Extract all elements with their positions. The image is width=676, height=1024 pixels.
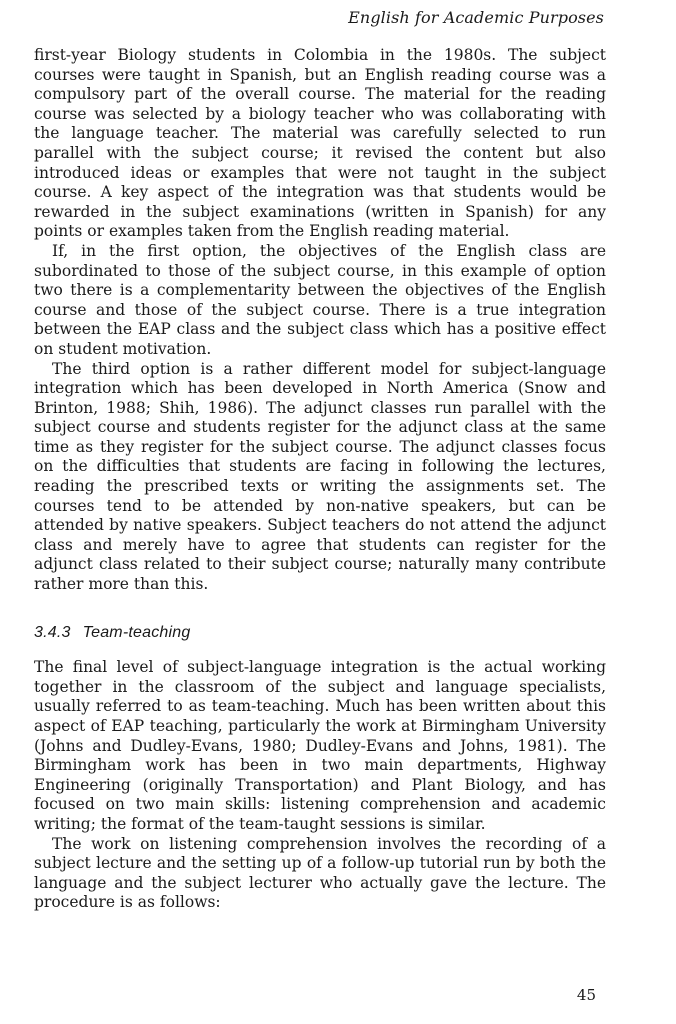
section-number: 3.4.3 [34,623,71,641]
paragraph: The final level of subject-language integration is the actual working together in the classroom of the subject and language specialists, usually referred to as team-teaching. Much has been written about this aspect of EAP teaching, particularly the work at Birmingham University (Johns and Dudley-Evans, 1980; Dudley-Evans and Johns, 1981). The Birmingham work has been in two main departments, Highway Engineering (originally Transportation) and Plant Biology, and has focused on two main skills: listening comprehension and academic writing; the format of the team-taught sessions is similar. [34,658,606,833]
body-text [34,46,606,913]
paragraph: If, in the first option, the objectives of the English class are subordinated to those of the subject course, in this example of option two there is a complementarity between the objectives of the English course and those of the subject course. There is a true integration between the EAP class and the subject class which has a positive effect on student motivation. [34,241,606,358]
page-number: 45 [576,986,596,1004]
paragraph: The work on listening comprehension involves the recording of a subject lecture and the setting up of a follow-up tutorial run by both the language and the subject lecturer who actually gave the lecture. The procedure is as follows: [34,834,606,912]
section-title: Team-teaching [82,623,191,641]
running-head: English for Academic Purposes [348,8,604,27]
paragraph: first-year Biology students in Colombia in the 1980s. The subject courses were taught in Spanish, but an English reading course was a compulsory part of the overall course. The material for the reading course was selected by a biology teacher who was collaborating with the language teacher. The material was carefully selected to run parallel with the subject course; it revised the content but also introduced ideas or examples that were not taught in the subject course. A key aspect of the integration was that students would be rewarded in the subject examinations (written in Spanish) for any points or examples taken from the English reading material. [34,46,606,241]
paragraph: The third option is a rather different model for subject-language integration which has been developed in North America (Snow and Brinton, 1988; Shih, 1986). The adjunct classes run parallel with the subject course and students register for the adjunct class at the same time as they register for the subject course. The adjunct classes focus on the difficulties that students are facing in following the lectures, reading the prescribed texts or writing the assignments set. The courses tend to be attended by non-native speakers, but can be attended by native speakers. Subject teachers do not attend the adjunct class and merely have to agree that students can register for the adjunct class related to their subject course; naturally many contribute rather more than this. [34,359,606,594]
section-heading [34,623,606,643]
